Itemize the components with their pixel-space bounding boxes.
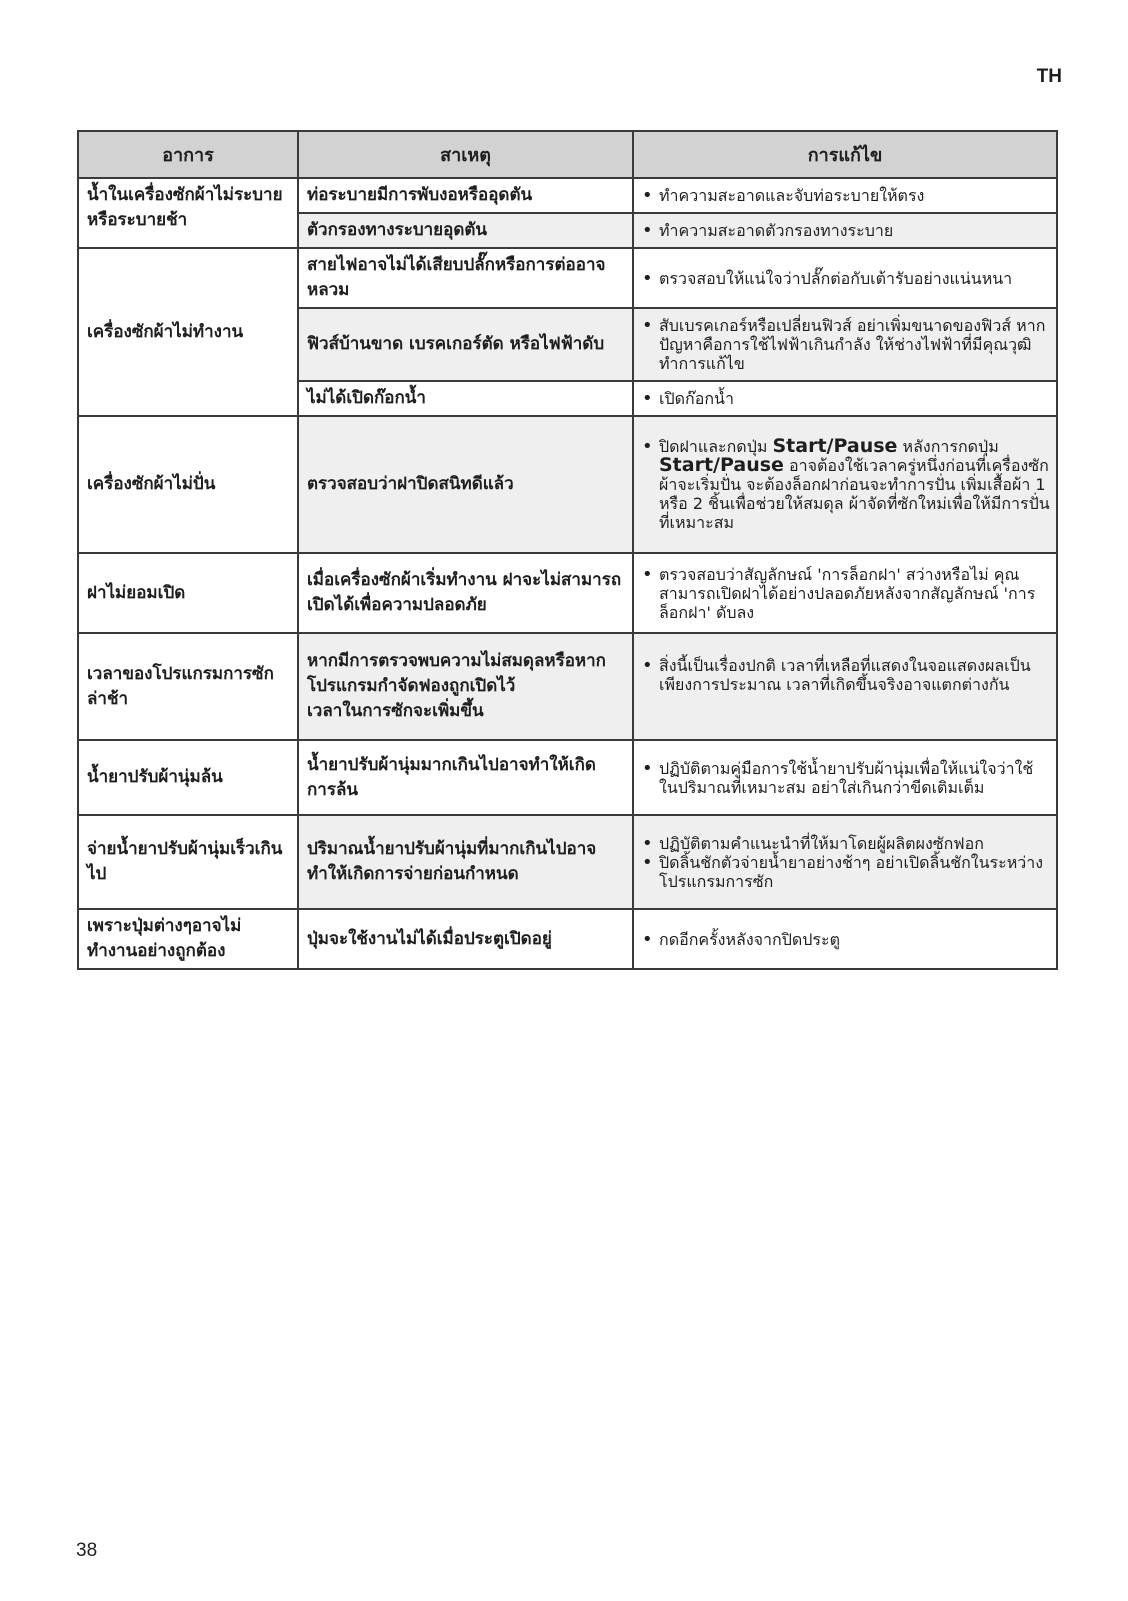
cause-cell: น้ำยาปรับผ้านุ่มมากเกินไปอาจทำให้เกิดการล้น bbox=[298, 740, 633, 815]
solution-cell bbox=[633, 248, 1057, 308]
solution-cell bbox=[633, 740, 1057, 815]
list-item: • ปิดลิ้นชักตัวจ่ายน้ำยาอย่างช้าๆ อย่าเปิดลิ้นชักในระหว่างโปรแกรมการซัก bbox=[642, 853, 1050, 891]
list-item: • ตรวจสอบให้แน่ใจว่าปลั๊กต่อกับเต้ารับอย่างแน่นหนา bbox=[642, 269, 1050, 288]
symptom-cell: น้ำในเครื่องซักผ้าไม่ระบายหรือระบายช้า bbox=[78, 178, 298, 248]
list-item: • ตรวจสอบว่าสัญลักษณ์ 'การล็อกฝา' สว่างหรือไม่ คุณสามารถเปิดฝาได้อย่างปลอดภัยหลังจากสัญลักษณ์ 'การล็อกฝา' ดับลง bbox=[642, 565, 1050, 622]
cause-cell: สายไฟอาจไม่ได้เสียบปลั๊กหรือการต่ออาจหลวม bbox=[298, 248, 633, 308]
column-header-cause: สาเหตุ bbox=[298, 131, 633, 178]
list-item: • สิ่งนี้เป็นเรื่องปกติ เวลาที่เหลือที่แสดงในจอแสดงผลเป็นเพียงการประมาณ เวลาที่เกิดขึ้นจริงอาจแตกต่างกัน bbox=[642, 656, 1050, 694]
solution-cell bbox=[633, 308, 1057, 381]
list-item: • ทำความสะอาดตัวกรองทางระบาย bbox=[642, 221, 1050, 240]
table-row bbox=[78, 633, 1057, 740]
symptom-cell: เครื่องซักผ้าไม่ทำงาน bbox=[78, 248, 298, 416]
list-item: • ปฏิบัติตามคู่มือการใช้น้ำยาปรับผ้านุ่มเพื่อให้แน่ใจว่าใช้ในปริมาณที่เหมาะสม อย่าใส่เกินกว่าขีดเติมเต็ม bbox=[642, 759, 1050, 797]
table-row bbox=[78, 416, 1057, 553]
cause-cell: เมื่อเครื่องซักผ้าเริ่มทำงาน ฝาจะไม่สามารถเปิดได้เพื่อความปลอดภัย bbox=[298, 553, 633, 633]
column-header-symptom: อาการ bbox=[78, 131, 298, 178]
solution-cell bbox=[633, 416, 1057, 553]
fix-text: อาจต้องใช้เวลาครู่หนึ่งก่อนที่เครื่องซักผ้าจะเริ่มปั่น จะต้องล็อกฝาก่อนจะทำการปั่น เพิ่มเสื้อผ้า 1 หรือ 2 ชิ้นเพื่อช่วยให้สมดุล ผ้าจัดที่ซักใหม่เพื่อให้มีการปั่นที่เหมาะสม bbox=[659, 456, 1050, 532]
list-item: • เปิดก๊อกน้ำ bbox=[642, 389, 1050, 408]
cause-cell: ตรวจสอบว่าฝาปิดสนิทดีแล้ว bbox=[298, 416, 633, 553]
language-code: TH bbox=[1036, 66, 1062, 87]
cause-cell: ตัวกรองทางระบายอุดตัน bbox=[298, 213, 633, 248]
troubleshooting-table bbox=[77, 130, 1058, 970]
page-number: 38 bbox=[76, 1540, 98, 1561]
cause-cell: ฟิวส์บ้านขาด เบรคเกอร์ตัด หรือไฟฟ้าดับ bbox=[298, 308, 633, 381]
solution-cell bbox=[633, 381, 1057, 416]
start-pause-label: Start/Pause bbox=[772, 435, 898, 457]
list-item: • สับเบรคเกอร์หรือเปลี่ยนฟิวส์ อย่าเพิ่มขนาดของฟิวส์ หากปัญหาคือการใช้ไฟฟ้าเกินกำลัง ให้ช่างไฟฟ้าที่มีคุณวุฒิทำการแก้ไข bbox=[642, 316, 1050, 373]
symptom-cell: เครื่องซักผ้าไม่ปั่น bbox=[78, 416, 298, 553]
table-row bbox=[78, 553, 1057, 633]
symptom-cell: เพราะปุ่มต่างๆอาจไม่ทำงานอย่างถูกต้อง bbox=[78, 909, 298, 969]
cause-cell: ปุ่มจะใช้งานไม่ได้เมื่อประตูเปิดอยู่ bbox=[298, 909, 633, 969]
cause-cell: ปริมาณน้ำยาปรับผ้านุ่มที่มากเกินไปอาจทำให้เกิดการจ่ายก่อนกำหนด bbox=[298, 815, 633, 909]
start-pause-label: Start/Pause bbox=[659, 454, 784, 476]
column-header-solution: การแก้ไข bbox=[633, 131, 1057, 178]
table-row bbox=[78, 909, 1057, 969]
solution-cell bbox=[633, 633, 1057, 740]
solution-cell bbox=[633, 909, 1057, 969]
cause-text: หากมีการตรวจพบความไม่สมดุลหรือหากโปรแกรมกำจัดฟองถูกเปิดไว้ bbox=[307, 651, 606, 696]
table-header-row bbox=[78, 131, 1057, 178]
symptom-cell: เวลาของโปรแกรมการซักล่าช้า bbox=[78, 633, 298, 740]
table-row bbox=[78, 815, 1057, 909]
solution-cell bbox=[633, 178, 1057, 213]
table-row bbox=[78, 178, 1057, 213]
fix-text: ปิดฝาและกดปุ่ม bbox=[659, 437, 773, 456]
solution-cell bbox=[633, 213, 1057, 248]
list-item: • กดอีกครั้งหลังจากปิดประตู bbox=[642, 930, 1050, 949]
symptom-cell: ฝาไม่ยอมเปิด bbox=[78, 553, 298, 633]
list-item bbox=[642, 437, 1050, 532]
cause-cell: ท่อระบายมีการพับงอหรืออุดตัน bbox=[298, 178, 633, 213]
table-row bbox=[78, 740, 1057, 815]
symptom-cell: น้ำยาปรับผ้านุ่มล้น bbox=[78, 740, 298, 815]
fix-text: หลังการกดปุ่ม bbox=[897, 437, 999, 456]
cause-cell bbox=[298, 633, 633, 740]
solution-cell bbox=[633, 553, 1057, 633]
list-item: • ทำความสะอาดและจับท่อระบายให้ตรง bbox=[642, 186, 1050, 205]
symptom-cell: จ่ายน้ำยาปรับผ้านุ่มเร็วเกินไป bbox=[78, 815, 298, 909]
list-item: • ปฏิบัติตามคำแนะนำที่ให้มาโดยผู้ผลิตผงซักฟอก bbox=[642, 834, 1050, 853]
table-row bbox=[78, 248, 1057, 308]
cause-note: เวลาในการซักจะเพิ่มขึ้น bbox=[307, 701, 484, 721]
cause-cell: ไม่ได้เปิดก๊อกน้ำ bbox=[298, 381, 633, 416]
solution-cell bbox=[633, 815, 1057, 909]
